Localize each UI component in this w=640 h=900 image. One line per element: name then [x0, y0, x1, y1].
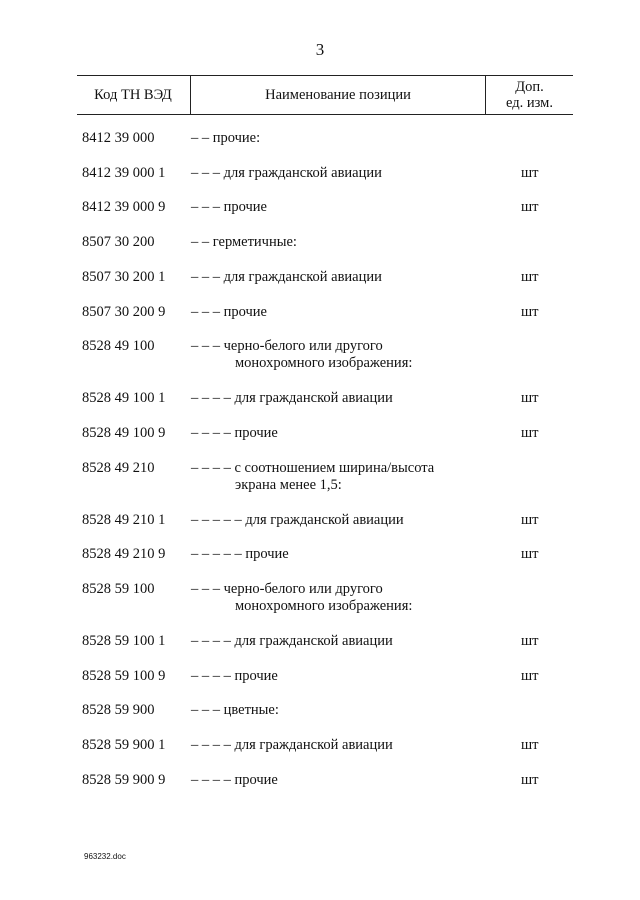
header-unit — [486, 76, 573, 114]
table-row — [77, 737, 573, 754]
row-unit: шт — [521, 771, 539, 788]
table-row — [77, 581, 573, 615]
row-unit: шт — [521, 268, 539, 285]
row-name-line1: – – – для гражданской авиации — [191, 268, 382, 285]
table-row — [77, 460, 573, 494]
row-code: 8507 30 200 1 — [82, 268, 166, 285]
row-name-line1: – – – прочие — [191, 303, 267, 320]
row-unit: шт — [521, 667, 539, 684]
row-unit: шт — [521, 737, 539, 754]
row-name — [191, 737, 481, 754]
row-code: 8528 49 210 9 — [82, 546, 166, 563]
row-name-line2: экрана менее 1,5: — [235, 476, 342, 493]
row-name-line1: – – – – для гражданской авиации — [191, 737, 393, 754]
row-name — [191, 390, 481, 407]
row-unit: шт — [521, 424, 539, 441]
footer-filename: 963232.doc — [84, 852, 126, 861]
row-code: 8412 39 000 — [82, 130, 155, 146]
row-unit: шт — [521, 199, 539, 216]
header-unit-line2: ед. изм. — [506, 95, 553, 111]
row-name-line2: монохромного изображения: — [235, 598, 413, 614]
row-code: 8412 39 000 9 — [82, 199, 166, 216]
header-name: Наименование позиции — [190, 76, 486, 114]
row-name — [191, 130, 481, 147]
table-row — [77, 304, 573, 321]
row-name-line1: – – – – для гражданской авиации — [191, 390, 393, 407]
row-name-line1: – – – – с соотношением ширина/высота — [191, 459, 435, 476]
row-name-line2: монохромного изображения: — [235, 355, 413, 372]
table-row — [77, 512, 573, 529]
row-code: 8528 49 100 9 — [82, 424, 166, 441]
table-row — [77, 269, 573, 286]
table-row — [77, 130, 573, 147]
row-name-line1: – – герметичные: — [191, 234, 297, 251]
row-name — [191, 633, 481, 650]
row-code: 8528 59 900 1 — [82, 737, 166, 754]
row-code: 8507 30 200 9 — [82, 303, 166, 320]
row-unit: шт — [521, 546, 539, 563]
row-name — [191, 702, 481, 719]
table-row — [77, 390, 573, 407]
row-name — [191, 772, 481, 789]
row-code: 8528 59 100 1 — [82, 633, 166, 649]
table-row — [77, 702, 573, 719]
row-unit: шт — [521, 390, 539, 407]
row-code: 8528 59 100 9 — [82, 667, 166, 684]
table-header — [77, 75, 573, 115]
row-name — [191, 460, 481, 494]
row-name-line1: – – прочие: — [191, 130, 261, 146]
header-unit-line1: Доп. — [515, 79, 544, 95]
table-row — [77, 772, 573, 789]
table-row — [77, 234, 573, 251]
row-name-line1: – – – – – прочие — [191, 546, 289, 563]
row-name-line1: – – – – прочие — [191, 667, 278, 684]
row-name — [191, 581, 481, 615]
row-name — [191, 668, 481, 685]
row-name-line1: – – – – прочие — [191, 424, 278, 441]
row-name — [191, 304, 481, 321]
row-code: 8528 59 900 9 — [82, 771, 166, 788]
row-name — [191, 165, 481, 182]
table-row — [77, 668, 573, 685]
table-row — [77, 338, 573, 372]
row-name-line1: – – – – для гражданской авиации — [191, 633, 393, 649]
row-name-line1: – – – прочие — [191, 199, 267, 216]
row-name-line1: – – – – – для гражданской авиации — [191, 511, 404, 528]
row-name — [191, 234, 481, 251]
row-code: 8528 49 210 — [82, 459, 155, 476]
row-unit: шт — [521, 164, 539, 181]
row-name — [191, 199, 481, 216]
row-unit: шт — [521, 633, 539, 649]
row-name-line1: – – – черно-белого или другого — [191, 338, 383, 355]
row-code: 8528 49 210 1 — [82, 511, 166, 528]
row-code: 8528 59 100 — [82, 581, 155, 597]
row-code: 8412 39 000 1 — [82, 164, 166, 181]
table-row — [77, 633, 573, 650]
row-code: 8507 30 200 — [82, 234, 155, 251]
table-row — [77, 425, 573, 442]
row-name-line1: – – – для гражданской авиации — [191, 164, 382, 181]
row-name — [191, 546, 481, 563]
row-name — [191, 512, 481, 529]
row-code: 8528 49 100 — [82, 338, 155, 355]
row-name-line1: – – – – прочие — [191, 771, 278, 788]
row-name — [191, 269, 481, 286]
row-unit: шт — [521, 303, 539, 320]
table-row — [77, 199, 573, 216]
table-row — [77, 546, 573, 563]
row-name-line1: – – – черно-белого или другого — [191, 581, 383, 597]
row-name — [191, 338, 481, 372]
row-unit: шт — [521, 511, 539, 528]
row-code: 8528 59 900 — [82, 702, 155, 719]
header-code: Код ТН ВЭД — [94, 87, 172, 103]
page-number: 3 — [315, 40, 325, 59]
row-code: 8528 49 100 1 — [82, 390, 166, 407]
row-name-line1: – – – цветные: — [191, 702, 279, 719]
table-row — [77, 165, 573, 182]
row-name — [191, 425, 481, 442]
